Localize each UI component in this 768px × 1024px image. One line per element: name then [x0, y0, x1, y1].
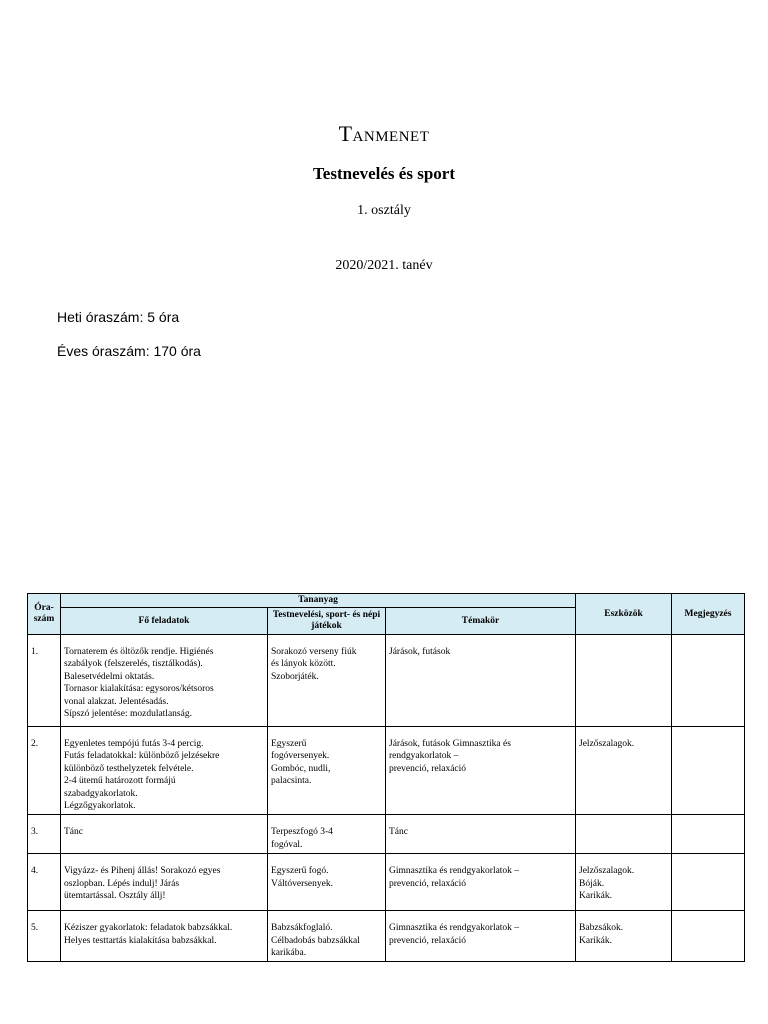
equipment-cell: Jelzőszalagok.: [576, 727, 672, 815]
topic-cell: Gimnasztika és rendgyakorlatok – prevenció, relaxáció: [386, 911, 576, 962]
games-cell: Egyszerű fogóversenyek. Gombóc, nudli, palacsinta.: [268, 727, 386, 815]
lesson-number-cell: 1.: [28, 635, 61, 727]
main-tasks-cell: Kéziszer gyakorlatok: feladatok babzsákkal. Helyes testtartás kialakítása babzsákkal.: [61, 911, 268, 962]
notes-cell: [672, 911, 745, 962]
main-tasks-cell: Vigyázz- és Pihenj állás! Sorakozó egyes oszlopban. Lépés indulj! Járás ütemtartással. Osztály állj!: [61, 854, 268, 911]
lesson-number-cell: 3.: [28, 815, 61, 854]
header-notes: Megjegyzés: [672, 594, 745, 635]
lesson-number-cell: 2.: [28, 727, 61, 815]
games-cell: Terpeszfogó 3-4 fogóval.: [268, 815, 386, 854]
header-main-tasks: Fő feladatok: [61, 608, 268, 635]
topic-cell: Járások, futások: [386, 635, 576, 727]
main-tasks-cell: Tornaterem és öltözők rendje. Higiénés szabályok (felszerelés, tisztálkodás). Balesetvédelmi oktatás. Tornasor kialakítása: egysoros/kétsoros vonal alakzat. Jelentésadás. Sípszó jelentése: mozdulatlanság.: [61, 635, 268, 727]
header-lesson-no: Óra-szám: [28, 594, 61, 635]
header-games: Testnevelési, sport- és népi játékok: [268, 608, 386, 635]
table-row: [28, 815, 745, 854]
header-curriculum: Tananyag: [61, 594, 576, 608]
table-row: [28, 911, 745, 962]
header-topic: Témakör: [386, 608, 576, 635]
games-cell: Sorakozó verseny fiúk és lányok között. Szoborjáték.: [268, 635, 386, 727]
yearly-hours: Éves óraszám: 170 óra: [57, 343, 201, 359]
main-tasks-cell: Egyenletes tempójú futás 3-4 percig. Futás feladatokkal: különböző jelzésekre különböző testhelyzetek felvétele. 2-4 ütemű határozott formájú szabadgyakorlatok. Légzőgyakorlatok.: [61, 727, 268, 815]
notes-cell: [672, 727, 745, 815]
weekly-hours: Heti óraszám: 5 óra: [57, 309, 180, 325]
lesson-number-cell: 4.: [28, 854, 61, 911]
games-cell: Babzsákfoglaló. Célbadobás babzsákkal karikába.: [268, 911, 386, 962]
topic-cell: Járások, futások Gimnasztika és rendgyakorlatok – prevenció, relaxáció: [386, 727, 576, 815]
notes-cell: [672, 635, 745, 727]
table-row: [28, 635, 745, 727]
equipment-cell: Jelzőszalagok. Bóják. Karikák.: [576, 854, 672, 911]
notes-cell: [672, 815, 745, 854]
header-equipment: Eszközök: [576, 594, 672, 635]
topic-cell: Tánc: [386, 815, 576, 854]
lesson-number-cell: 5.: [28, 911, 61, 962]
equipment-cell: [576, 635, 672, 727]
games-cell: Egyszerű fogó. Váltóversenyek.: [268, 854, 386, 911]
equipment-cell: Babzsákok. Karikák.: [576, 911, 672, 962]
table-row: [28, 854, 745, 911]
page-title: Tanmenet: [338, 121, 430, 146]
main-tasks-cell: Tánc: [61, 815, 268, 854]
page-subtitle: Testnevelés és sport: [313, 164, 455, 183]
lesson-plan-table: [27, 593, 745, 962]
table-row: [28, 727, 745, 815]
school-year-label: 2020/2021. tanév: [335, 258, 433, 273]
equipment-cell: [576, 815, 672, 854]
grade-label: 1. osztály: [357, 203, 411, 218]
topic-cell: Gimnasztika és rendgyakorlatok – prevenció, relaxáció: [386, 854, 576, 911]
notes-cell: [672, 854, 745, 911]
